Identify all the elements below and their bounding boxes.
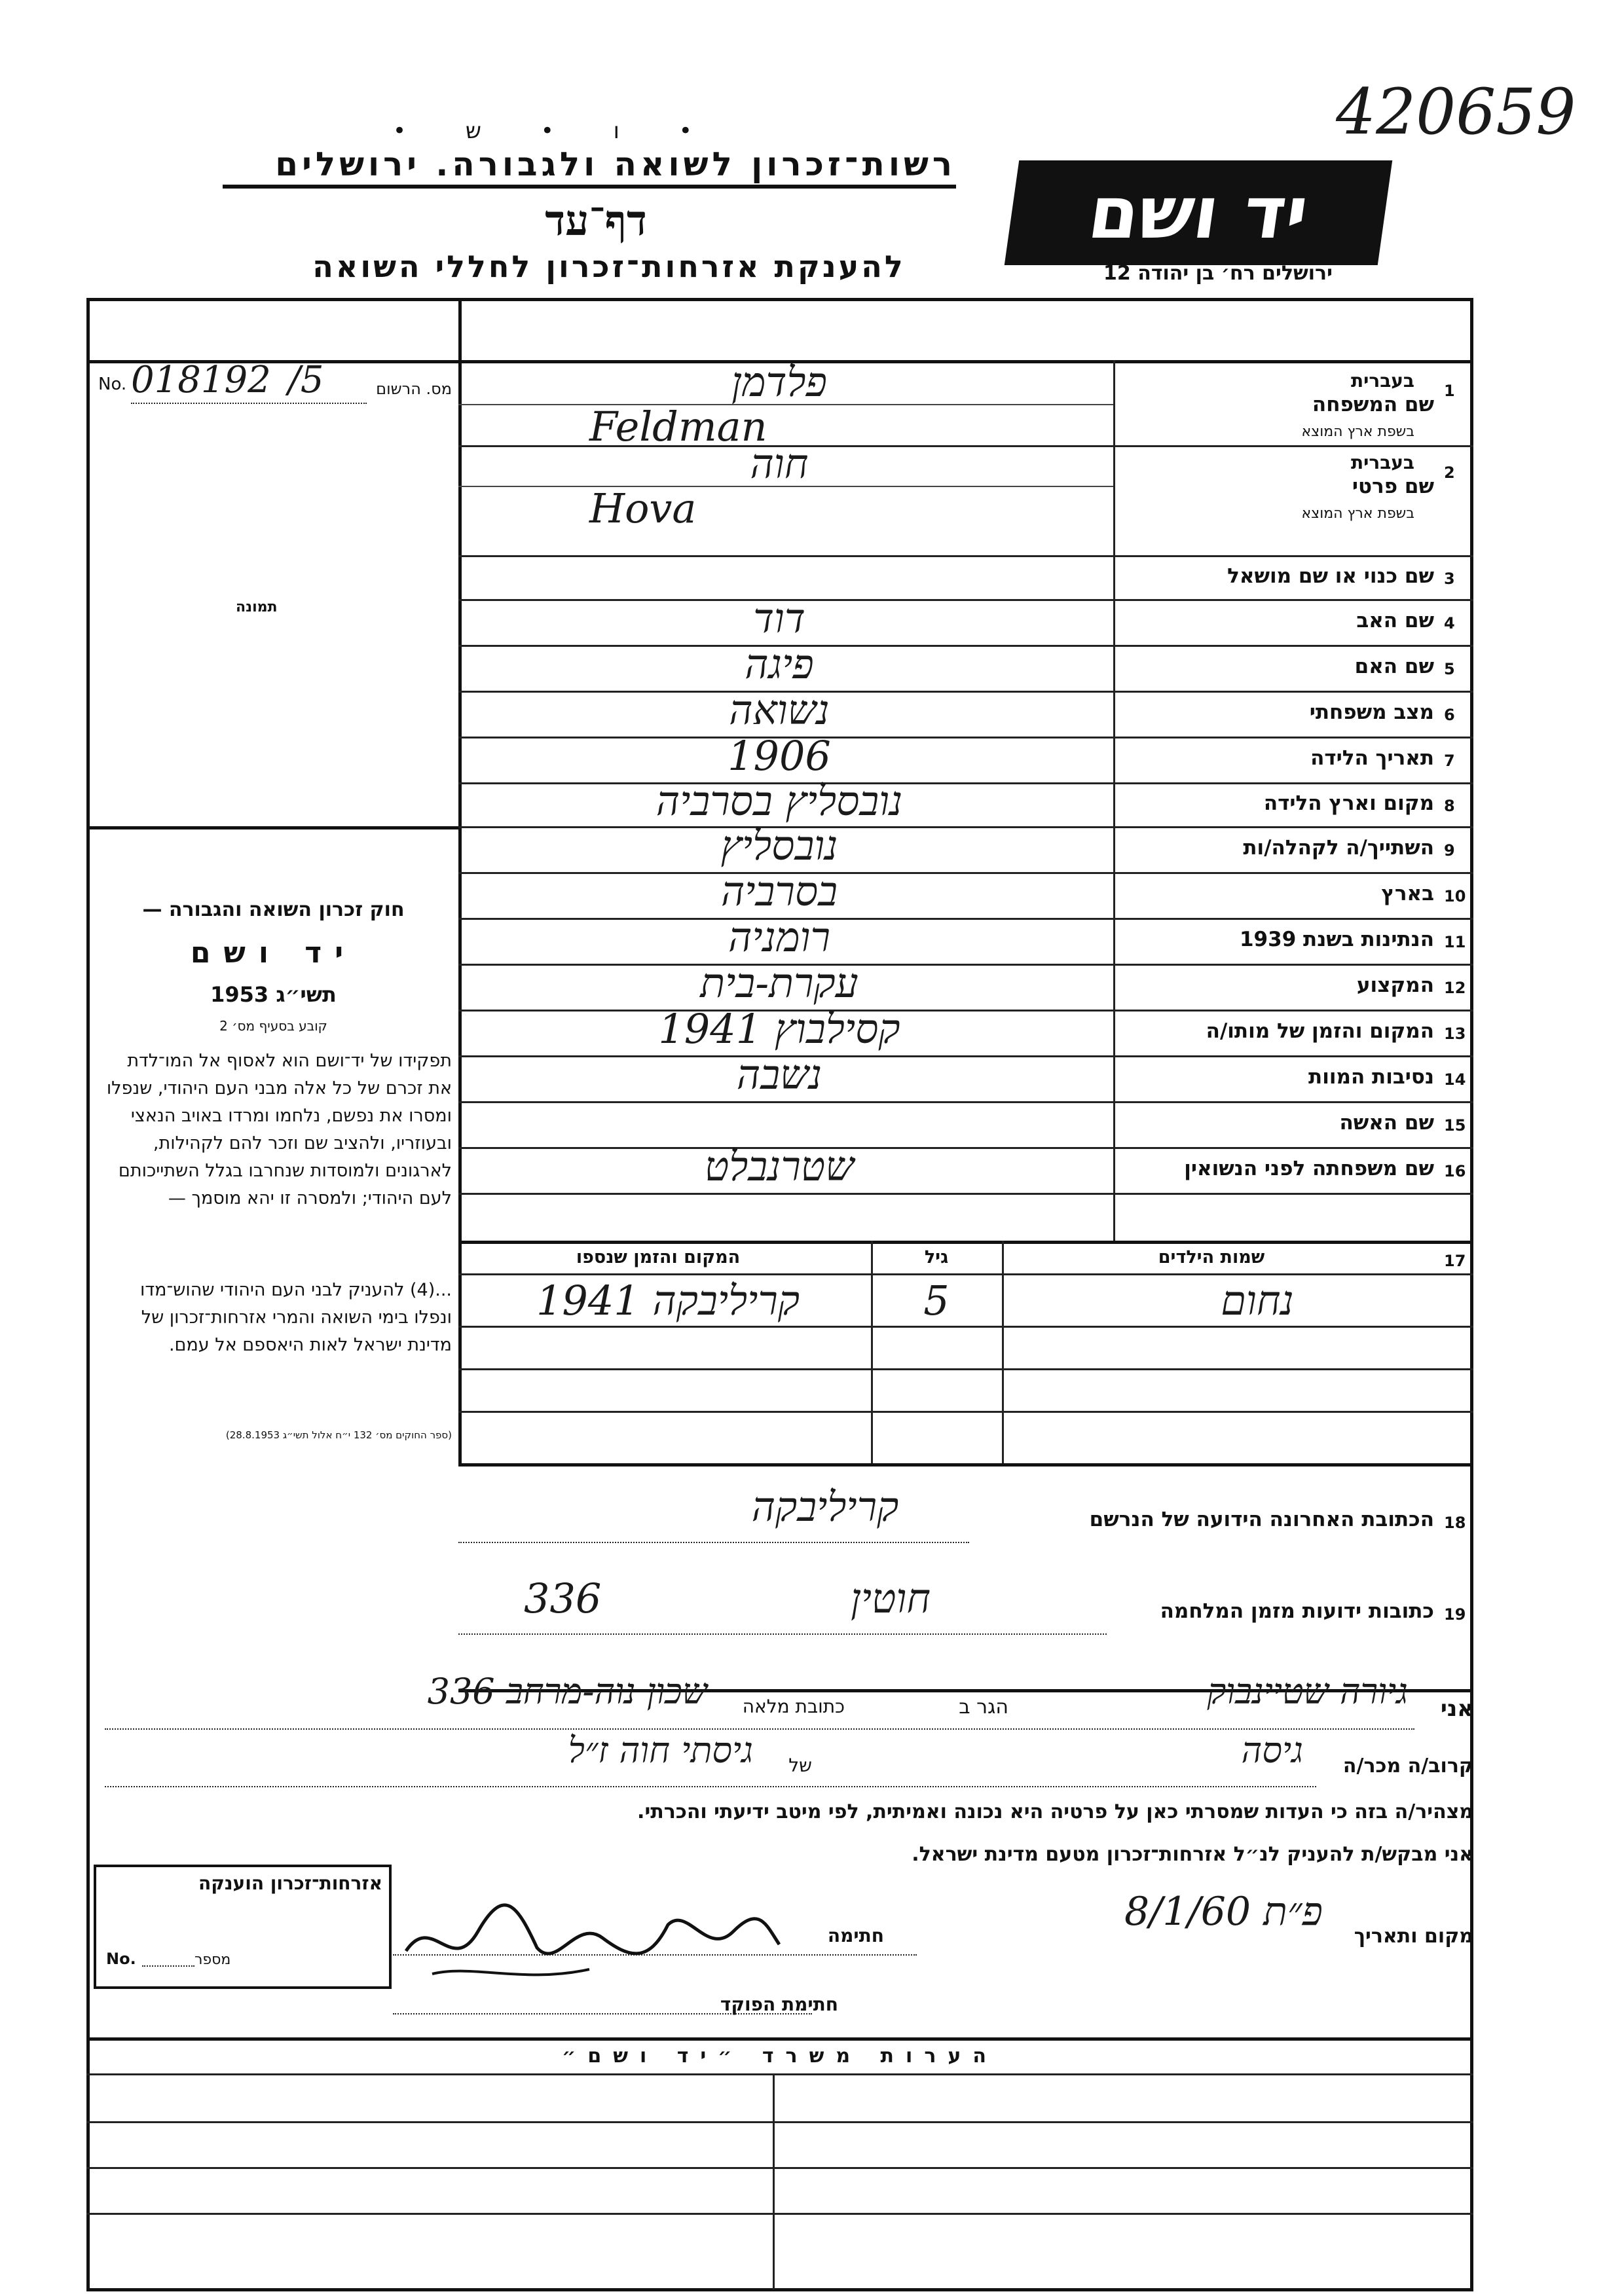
officer-line bbox=[393, 2013, 812, 2014]
field-18-line bbox=[458, 1542, 969, 1543]
field-2-number: 2 bbox=[1444, 464, 1455, 482]
children-col-divider-1 bbox=[871, 1241, 873, 1463]
field-2-hebrew-label: בעברית bbox=[1350, 452, 1414, 473]
relative-label: קרוב/ה מכר/ה bbox=[1342, 1755, 1473, 1777]
field-17-number: 17 bbox=[1444, 1252, 1466, 1270]
field-6-value: נשואה bbox=[729, 686, 830, 734]
field-13-value: קסילבוץ 1941 bbox=[658, 1005, 900, 1053]
field-7-number: 7 bbox=[1444, 752, 1455, 770]
children-row-line-1 bbox=[458, 1326, 1473, 1328]
field-13-label: המקום והזמן של מותו/ה bbox=[1206, 1019, 1434, 1043]
field-5-label: שם האם bbox=[1354, 655, 1434, 678]
yad-vashem-logo: יד ושם bbox=[1005, 160, 1392, 265]
children-header-line bbox=[458, 1273, 1473, 1275]
registration-no-label: No. bbox=[98, 374, 127, 394]
field-19-line bbox=[458, 1633, 1107, 1635]
field-6-label: מצב משפחתי bbox=[1309, 701, 1434, 724]
field-10-value: בסרביה bbox=[720, 867, 838, 915]
field-19-number-value: 336 bbox=[524, 1575, 602, 1622]
field-1-number: 1 bbox=[1444, 382, 1455, 400]
field-19-number: 19 bbox=[1444, 1605, 1466, 1624]
field-1-label: שם המשפחה bbox=[1312, 393, 1434, 416]
field-9-number: 9 bbox=[1444, 841, 1455, 860]
field-4-value: דוד bbox=[753, 594, 805, 642]
field-4-number: 4 bbox=[1444, 614, 1455, 632]
law-body: תפקידו של יד־ושם הוא לאסוף אל המו־לדת את זכרם של כל אלה מבני העם היהודי, שנפלו ומסרו את נפשם, נלחמו ומרדו באויב הנאצי ובעוזריו, ולהציב שם וזכר להם לקהילות, לארגונים ולמוסדות שנחרבו בגלל השתייכותם לעם היהודי; ולמסרה זו יהא מוסמך — bbox=[106, 1051, 452, 1209]
registration-underline bbox=[131, 403, 367, 404]
field-2-mid-line bbox=[458, 486, 1113, 487]
remarks-line-1 bbox=[86, 2121, 1473, 2123]
field-1-hebrew-label: בעברית bbox=[1350, 370, 1414, 392]
field-1-mid-line bbox=[458, 404, 1113, 405]
children-row-line-3 bbox=[458, 1411, 1473, 1413]
stamp-box-number-label: מספר bbox=[194, 1952, 231, 1968]
field-7-label: תאריך הלידה bbox=[1310, 746, 1434, 770]
child-place: קריליבקה 1941 bbox=[536, 1277, 800, 1324]
remarks-line-3 bbox=[86, 2213, 1473, 2215]
officer-signature-label: חתימת הפוקד bbox=[720, 1994, 838, 2015]
field-14-number: 14 bbox=[1444, 1070, 1466, 1089]
field-14-label: נסיבות המוות bbox=[1308, 1065, 1434, 1089]
form-subtitle: להענקת אזרחות־זכרון לחללי השואה bbox=[312, 249, 906, 284]
field-10-label: בארץ bbox=[1381, 882, 1434, 905]
law-item-4: ...(4) להעניק לבני העם היהודי שהוש־מדו ונפלו בימי השואה והמרי אזרחות־זכרון של מדינת ישראל לאות היאספם אל עמם. bbox=[140, 1280, 452, 1355]
form-title: דף־עד bbox=[545, 196, 647, 246]
children-top-line bbox=[458, 1241, 1473, 1244]
left-panel-divider bbox=[458, 298, 462, 1463]
remarks-center-divider bbox=[773, 2073, 775, 2289]
photo-box-bottom bbox=[86, 826, 458, 829]
field-2-label: שם פרטי bbox=[1352, 475, 1434, 498]
photo-label: תמונה bbox=[236, 599, 278, 615]
remarks-line-2 bbox=[86, 2167, 1473, 2169]
declarant-name: גיורה שטיינבוק bbox=[1207, 1671, 1408, 1712]
children-col-place: המקום והזמן שנספו bbox=[576, 1247, 741, 1267]
field-18-number: 18 bbox=[1444, 1514, 1466, 1532]
declarant-signature bbox=[393, 1886, 786, 1990]
declaration-request: אני מבקש/ת להעניק לנ״ל אזרחות־זכרון מטעם מדינת ישראל. bbox=[912, 1843, 1473, 1866]
field-7-value: 1906 bbox=[728, 732, 831, 780]
field-2-bottom-line bbox=[458, 555, 1473, 557]
law-clause: קובע בסעיף מס׳ 2 bbox=[219, 1018, 327, 1034]
declaration-line-2 bbox=[105, 1786, 1316, 1787]
registration-number: 018192 bbox=[131, 359, 271, 401]
child-age: 5 bbox=[923, 1277, 950, 1324]
archive-serial-number: 420659 bbox=[1336, 75, 1576, 149]
address-label: כתובת מלאה bbox=[742, 1696, 845, 1717]
field-18-value: קריליבקה bbox=[751, 1483, 899, 1531]
signature-label: חתימה bbox=[827, 1925, 884, 1946]
field-19-label: כתובות ידועות מזמן המלחמה bbox=[1160, 1599, 1434, 1623]
children-col-divider-2 bbox=[1002, 1241, 1004, 1463]
field-16-number: 16 bbox=[1444, 1162, 1466, 1180]
field-5-number: 5 bbox=[1444, 660, 1455, 678]
authority-name: רשות־זכרון לשואה ולגבורה. ירושלים bbox=[223, 145, 956, 189]
memorial-citizenship-box bbox=[94, 1865, 392, 1989]
child-name: נחום bbox=[1221, 1277, 1294, 1324]
of-label: של bbox=[788, 1755, 812, 1776]
field-8-number: 8 bbox=[1444, 796, 1455, 815]
field-11-label: הנתינות בשנת 1939 bbox=[1239, 928, 1434, 951]
field-12-value: עקרת-בית bbox=[700, 959, 858, 1007]
field-2-foreign-label: בשפת ארץ המוצא bbox=[1301, 505, 1414, 522]
field-1-foreign-label: בשפת ארץ המוצא bbox=[1301, 424, 1414, 440]
field-16-value: שטרנבלט bbox=[704, 1142, 855, 1190]
field-8-value: נובסליץ בסרביה bbox=[655, 776, 903, 825]
registration-label: מס. הרשום bbox=[376, 380, 452, 398]
registration-mark: /5 bbox=[288, 359, 324, 401]
children-bottom-line bbox=[458, 1463, 1473, 1467]
field-6-number: 6 bbox=[1444, 706, 1455, 724]
law-year: תשי״ג 1953 bbox=[210, 982, 337, 1007]
gar-label: הגר ב bbox=[959, 1696, 1008, 1719]
declaration-ani: אני bbox=[1440, 1696, 1473, 1722]
field-2-value: חוה bbox=[750, 440, 809, 488]
field-11-value: רומניה bbox=[728, 913, 830, 961]
children-col-age: גיל bbox=[924, 1247, 949, 1267]
place-date-value: פ״ת 8/1/60 bbox=[1124, 1889, 1323, 1935]
field-14-bottom-line bbox=[458, 1101, 1473, 1103]
field-12-label: המקצוע bbox=[1356, 974, 1434, 997]
field-15-number: 15 bbox=[1444, 1116, 1466, 1135]
field-16-bottom-line bbox=[458, 1193, 1473, 1195]
stamp-box-number-line bbox=[142, 1965, 194, 1967]
field-9-value: נובסליץ bbox=[720, 822, 838, 869]
declaration-statement: מצהיר/ה בזה כי העדות שמסרתי כאן על פרטיה היא נכונה ואמיתית, לפי מיטב ידיעתי והכרתי. bbox=[637, 1800, 1473, 1823]
field-9-label: השתייך/ה לקהלה/ות bbox=[1243, 836, 1434, 860]
field-14-value: נשבה bbox=[736, 1051, 822, 1099]
field-11-number: 11 bbox=[1444, 933, 1466, 951]
children-col-names: שמות הילדים bbox=[1158, 1247, 1265, 1267]
of-value: גיסתי חוה ז״ל bbox=[568, 1730, 753, 1771]
field-16-label: שם משפחתה לפני הנשואין bbox=[1184, 1157, 1434, 1180]
remarks-heading: הערות משרד ״יד ושם״ bbox=[86, 2039, 1473, 2075]
field-5-value: פיגה bbox=[745, 640, 814, 688]
law-name: יד ושם bbox=[190, 936, 357, 970]
law-title: חוק זכרון השואה והגבורה — bbox=[142, 898, 405, 921]
field-3-label: שם כנוי או שם מושאל bbox=[1227, 564, 1434, 588]
declarant-address: שכון נוה-מרחב 336 bbox=[427, 1671, 707, 1712]
relative-value: גיסה bbox=[1241, 1730, 1303, 1771]
stamp-box-title: אזרחות־זכרון הוענקה bbox=[198, 1872, 382, 1894]
field-3-number: 3 bbox=[1444, 569, 1455, 588]
field-12-number: 12 bbox=[1444, 979, 1466, 997]
field-1-value-foreign: Feldman bbox=[589, 403, 767, 450]
children-row-line-2 bbox=[458, 1368, 1473, 1370]
field-2-value-foreign: Hova bbox=[589, 484, 697, 532]
field-19-value: חוטין bbox=[850, 1575, 931, 1622]
signature-line bbox=[393, 1954, 917, 1956]
field-1-value: פלדמן bbox=[731, 358, 828, 406]
law-footnote: (ספר החוקים מס׳ 132 י״ח אלול תשי״ג 28.8.1953) bbox=[225, 1429, 452, 1441]
header-dots: • ו • ש • bbox=[393, 118, 718, 144]
field-10-number: 10 bbox=[1444, 887, 1466, 905]
logo-address: ירושלים רח׳ בן יהודה 12 bbox=[1103, 262, 1333, 285]
stamp-box-no: No. bbox=[106, 1950, 136, 1968]
field-8-label: מקום וארץ הלידה bbox=[1263, 791, 1434, 815]
field-4-label: שם האב bbox=[1356, 609, 1434, 632]
field-18-label: הכתובת האחרונה הידועה של הנרשם bbox=[1089, 1508, 1434, 1531]
field-15-label: שם האשה bbox=[1339, 1111, 1434, 1135]
field-13-number: 13 bbox=[1444, 1025, 1466, 1043]
place-date-label: מקום ותאריך bbox=[1354, 1925, 1473, 1948]
label-column-divider bbox=[1113, 360, 1115, 1241]
